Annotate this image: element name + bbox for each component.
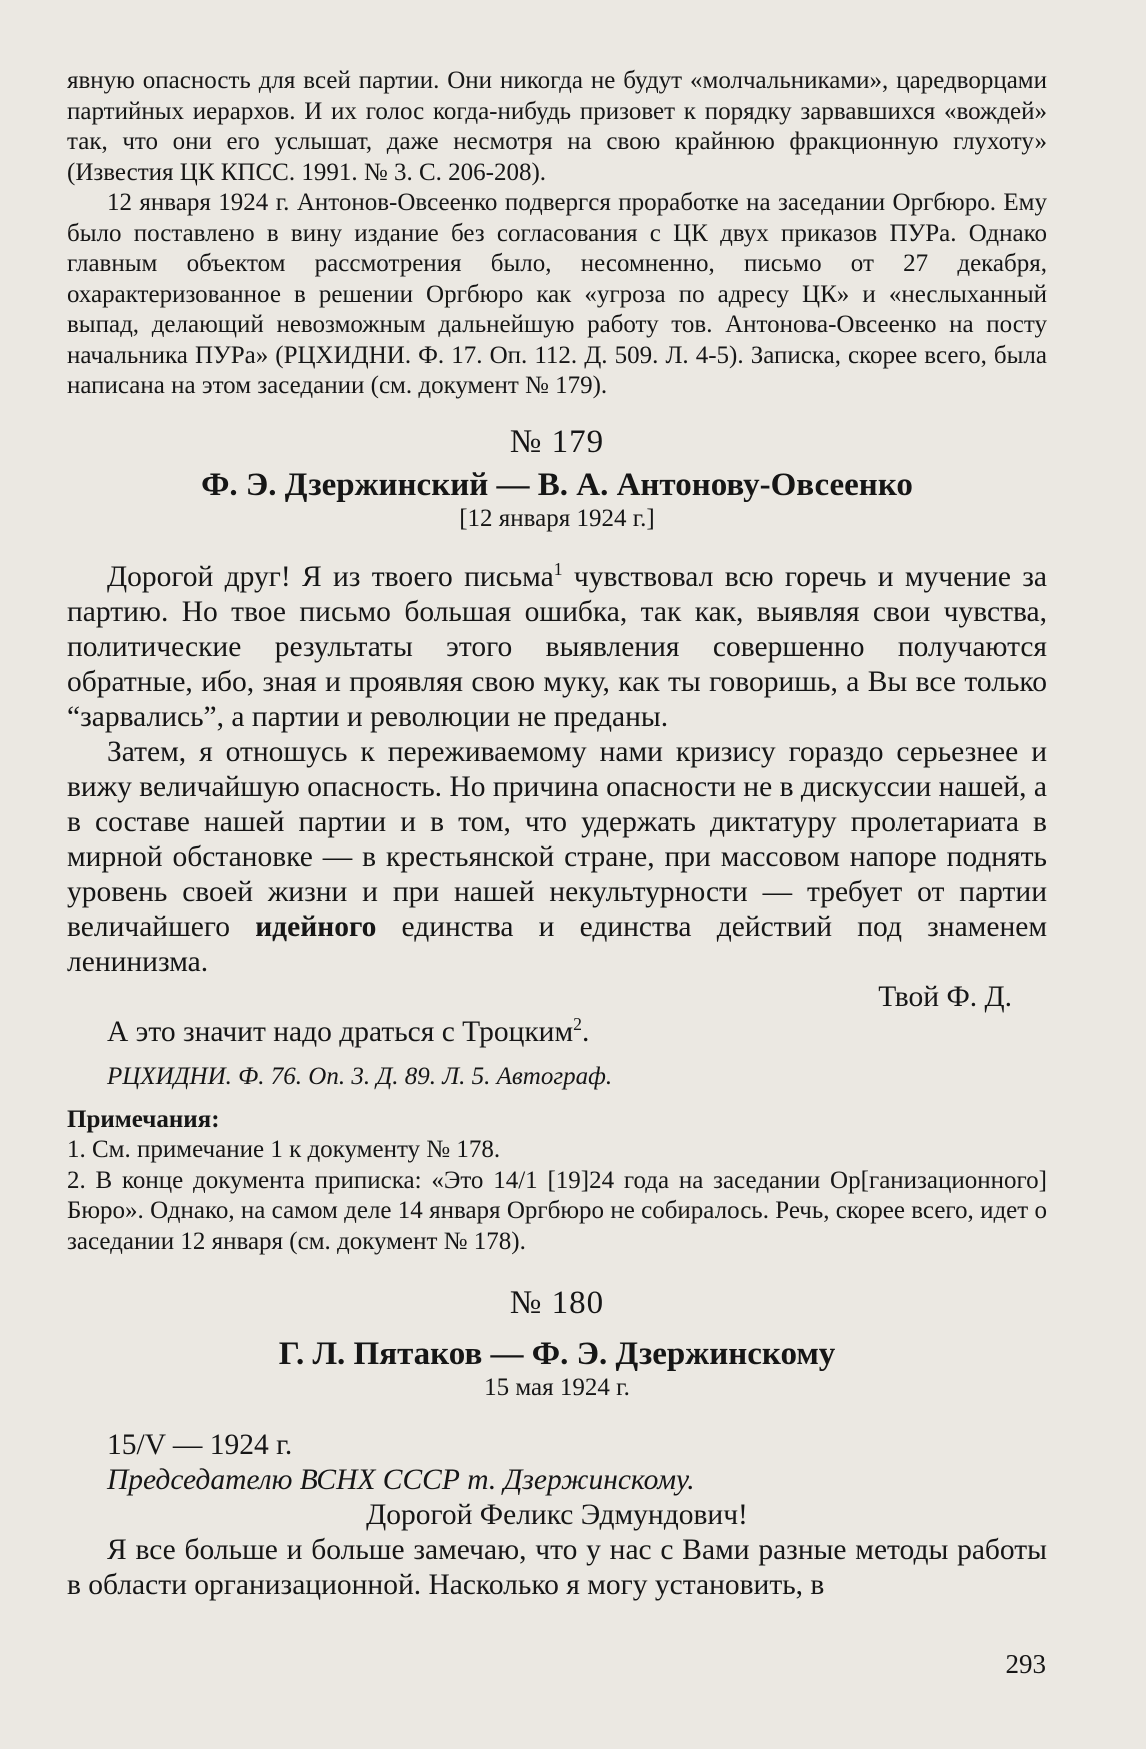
intro-paragraph-2: 12 января 1924 г. Антонов-Овсеенко подвергся проработке на заседании Оргбюро. Ему было поставлено в вину издание без согласования с ЦК двух приказов ПУРа. Однако главным объектом рассмотрения было, несомненно, письмо от 27 декабря, охарактеризованное в решении Оргбюро как «угроза по адресу ЦК» и «неслыханный выпад, делающий невозможным дальнейшую работу тов. Антонова-Овсеенко на посту начальника ПУРа» (РЦХИДНИ. Ф. 17. Оп. 112. Д. 509. Л. 4-5). Записка, скорее всего, была написана на этом заседании (см. документ № 179). [67,189,1047,399]
footnote-ref-1: 1 [553,559,563,580]
text-column [67,66,1047,1603]
doc180-dateline: 15/V — 1924 г. [107,1428,293,1461]
doc179-number: № 179 [509,423,605,460]
footnote-ref-2: 2 [573,1014,582,1035]
doc179-paragraph-1 [67,560,1047,735]
doc179-heading: Ф. Э. Дзержинский — В. А. Антонову-Овсеенко [201,466,913,503]
doc180-date: 15 мая 1924 г. [484,1374,630,1401]
doc180-addressee: Председателю ВСНХ СССР т. Дзержинскому. [107,1463,695,1496]
page-number: 293 [1005,1649,1046,1679]
doc180-number: № 180 [509,1285,605,1321]
doc179-p2-bold-word: идейного [255,911,377,943]
doc179-ps-text-b: . [581,1016,590,1048]
doc179-notes-title: Примечания: [67,1105,220,1133]
doc180-heading: Г. Л. Пятаков — Ф. Э. Дзержинскому [278,1336,836,1372]
doc179-date: [12 января 1924 г.] [459,504,655,532]
doc179-postscript [67,1015,1047,1050]
doc179-p1-text-a: Дорогой друг! Я из твоего письма [107,561,554,593]
doc179-p1-text-b: чувствовал всю горечь и мучение за партию. Но твое письмо большая ошибка, так как, выявляя свои чувства, политические результаты этого выявления совершенно получаются обратные, ибо, зная и проявляя свою муку, как ты говоришь, а Вы все только “зарвались”, а партии и революции не преданы. [67,561,1047,733]
doc180-salutation: Дорогой Феликс Эдмундович! [366,1498,748,1531]
doc179-ps-text-a: А это значит надо драться с Троцким [107,1016,574,1048]
doc179-p2-text-b: единства и единства действий под знаменем ленинизма. [67,911,1047,978]
doc179-p2-text-a: Затем, я отношусь к переживаемому нами кризису гораздо серьезнее и вижу величайшую опасность. Но причина опасности не в дискуссии нашей, а в составе нашей партии и в том, что удержать диктатуру пролетариата в мирной обстановке — в крестьянской стране, при массовом напоре поднять уровень своей жизни и при нашей некультурности — требует от партии величайшего [67,736,1047,943]
intro-paragraph-1: явную опасность для всей партии. Они никогда не будут «молчальниками», царедворцами партийных иерархов. И их голос когда-нибудь призовет к порядку зарвавшихся «вождей» так, что они его услышат, даже несмотря на свою крайнюю фракционную глухоту» (Известия ЦК КПСС. 1991. № 3. С. 206-208). [67,67,1047,186]
doc180-paragraph-1: Я все больше и больше замечаю, что у нас с Вами разные методы работы в области организационной. Насколько я могу установить, в [67,1533,1047,1601]
doc179-note-2: 2. В конце документа приписка: «Это 14/1 [19]24 года на заседании Ор[ганизационного] Бюро». Однако, на самом деле 14 января Оргбюро не собиралось. Речь, скорее всего, идет о заседании 12 января (см. документ № 178). [67,1166,1047,1255]
doc179-note-1: 1. См. примечание 1 к документу № 178. [67,1136,501,1163]
doc179-source: РЦХИДНИ. Ф. 76. Оп. 3. Д. 89. Л. 5. Автограф. [107,1063,613,1090]
doc179-paragraph-2 [67,735,1047,980]
doc179-signature: Твой Ф. Д. [878,981,1012,1013]
